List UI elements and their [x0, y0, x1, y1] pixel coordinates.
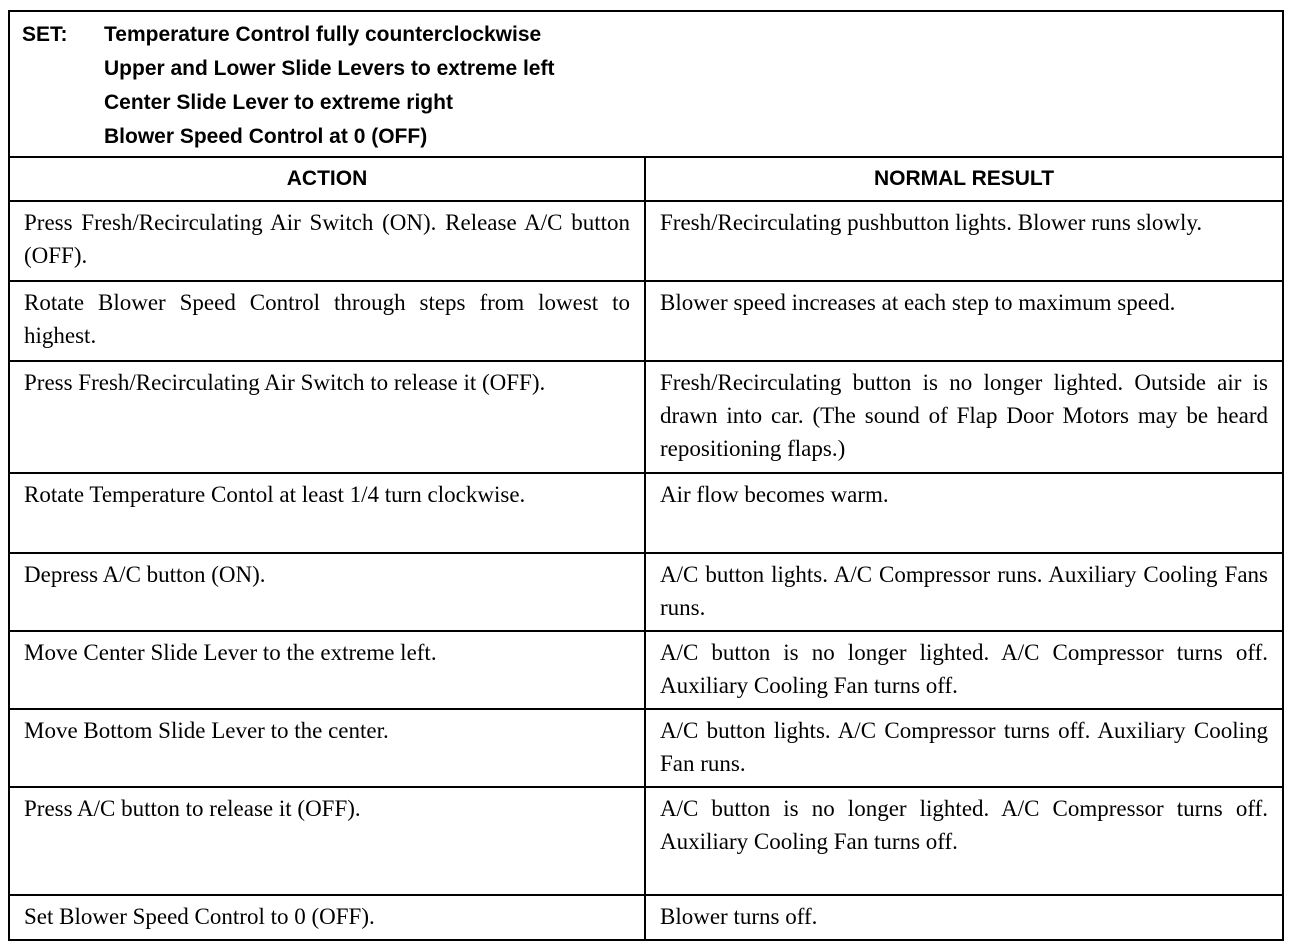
- test-procedure-sheet: [8, 10, 1284, 941]
- action-cell: Rotate Blower Speed Control through steps from lowest to highest.: [10, 281, 645, 361]
- result-cell: Fresh/Recirculating pushbutton lights. Blower runs slowly.: [645, 201, 1282, 281]
- result-cell: A/C button lights. A/C Compressor runs. Auxiliary Cooling Fans runs.: [645, 553, 1282, 631]
- action-cell: Depress A/C button (ON).: [10, 553, 645, 631]
- table-row: [10, 787, 1282, 895]
- action-cell: Press A/C button to release it (OFF).: [10, 787, 645, 895]
- action-cell: Move Center Slide Lever to the extreme left.: [10, 631, 645, 709]
- table-row: [10, 553, 1282, 631]
- table-row: [10, 895, 1282, 939]
- set-conditions-box: [10, 12, 1282, 158]
- table-row: [10, 709, 1282, 787]
- table-row: [10, 201, 1282, 281]
- result-cell: A/C button lights. A/C Compressor turns off. Auxiliary Cooling Fan runs.: [645, 709, 1282, 787]
- action-cell: Press Fresh/Recirculating Air Switch (ON). Release A/C button (OFF).: [10, 201, 645, 281]
- action-cell: Press Fresh/Recirculating Air Switch to release it (OFF).: [10, 361, 645, 473]
- table-row: [10, 473, 1282, 553]
- set-condition-upper-lower-levers: Upper and Lower Slide Levers to extreme left: [104, 57, 555, 80]
- table-header-row: [10, 158, 1282, 201]
- result-cell: A/C button is no longer lighted. A/C Compressor turns off. Auxiliary Cooling Fan turns off.: [645, 631, 1282, 709]
- table-row: [10, 631, 1282, 709]
- result-cell: Blower turns off.: [660, 904, 818, 929]
- set-label: SET:: [22, 23, 68, 46]
- action-column-header: ACTION: [10, 158, 645, 201]
- set-conditions-list: [104, 18, 554, 154]
- table-row: [10, 281, 1282, 361]
- set-condition-blower-speed: Blower Speed Control at 0 (OFF): [104, 125, 428, 148]
- action-cell: Rotate Temperature Contol at least 1/4 turn clockwise.: [10, 473, 645, 553]
- normal-result-column-header: NORMAL RESULT: [645, 158, 1282, 201]
- procedure-table: [10, 158, 1282, 939]
- action-cell: Move Bottom Slide Lever to the center.: [10, 709, 645, 787]
- result-cell: Fresh/Recirculating button is no longer lighted. Outside air is drawn into car. (The sound of Flap Door Motors may be heard repositioning flaps.): [645, 361, 1282, 473]
- result-cell: Blower speed increases at each step to maximum speed.: [645, 281, 1282, 361]
- set-condition-center-lever: Center Slide Lever to extreme right: [104, 91, 453, 114]
- result-cell: Air flow becomes warm.: [645, 473, 1282, 553]
- action-cell: Set Blower Speed Control to 0 (OFF).: [10, 895, 645, 939]
- table-row: [10, 361, 1282, 473]
- result-cell: A/C button is no longer lighted. A/C Compressor turns off. Auxiliary Cooling Fan turns off.: [645, 787, 1282, 895]
- set-condition-temperature: Temperature Control fully counterclockwise: [104, 23, 542, 46]
